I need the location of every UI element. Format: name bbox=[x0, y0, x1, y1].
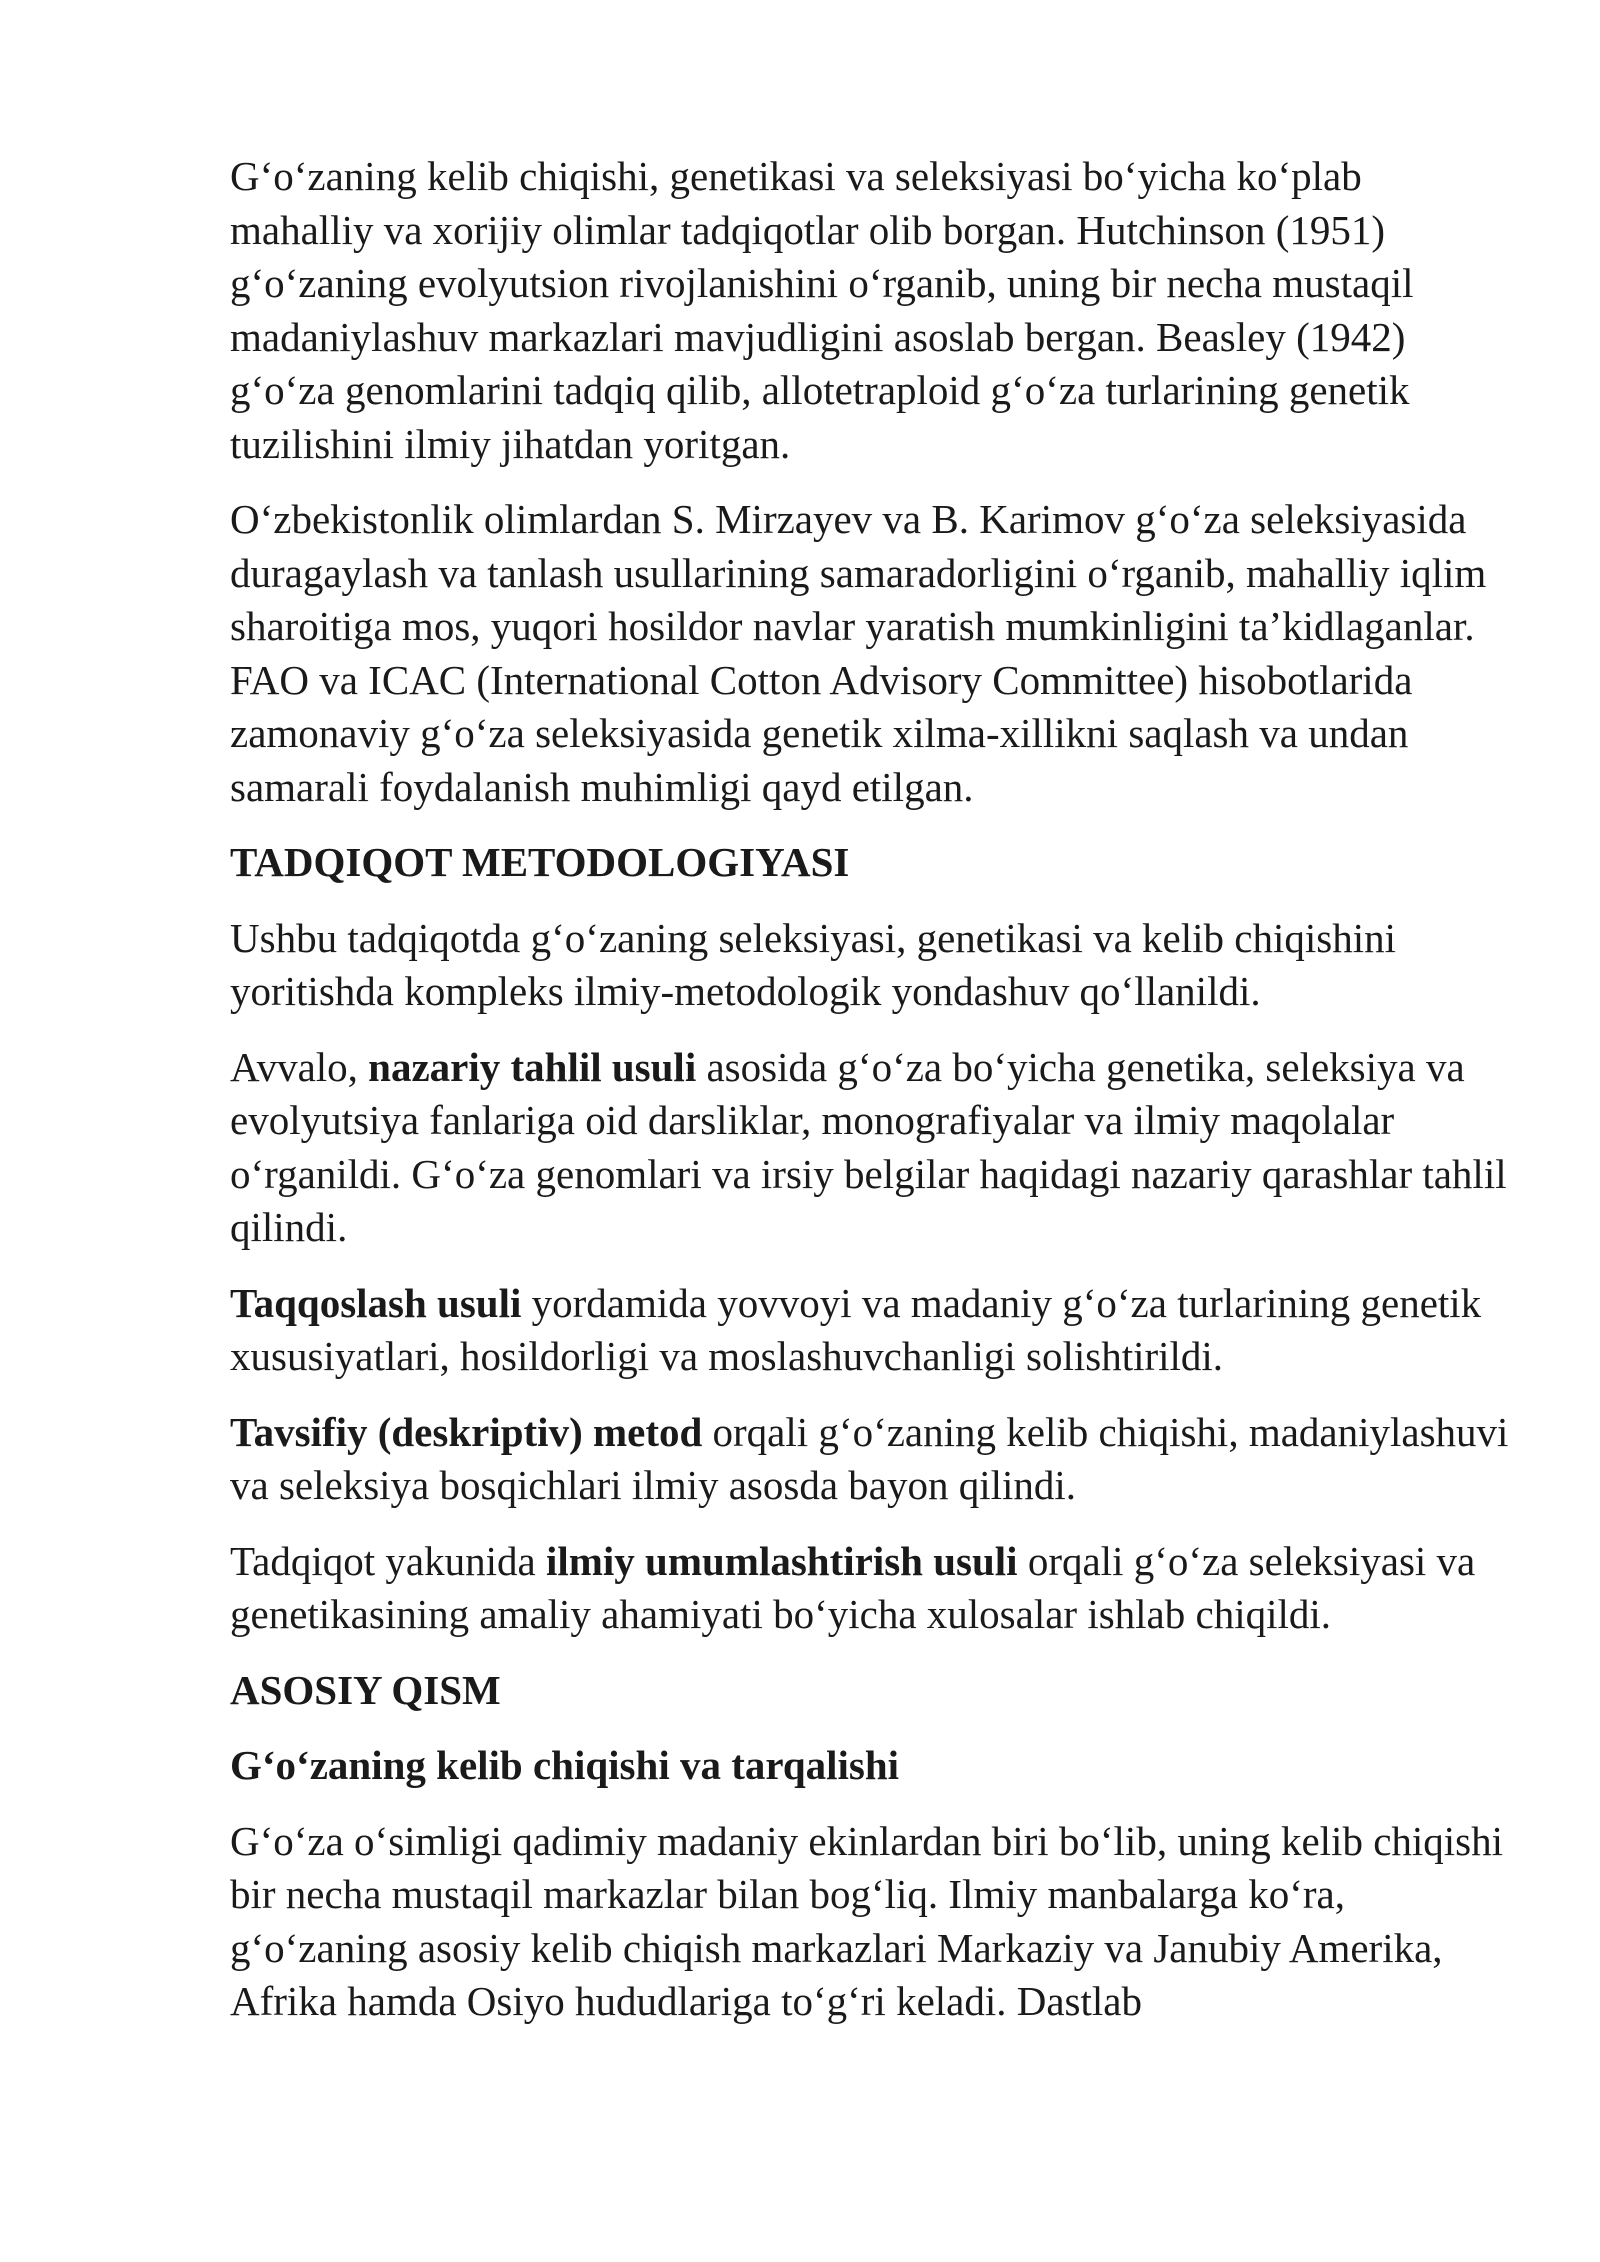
paragraph-origin: G‘o‘za o‘simligi qadimiy madaniy ekinlardan biri bo‘lib, uning kelib chiqishi bir necha mustaqil markazlar bilan bog‘liq. Ilmiy manbalarga ko‘ra, g‘o‘zaning asosiy kelib chiqish markazlari Markaziy va Janubiy Amerika, Afrika hamda Osiyo hududlariga to‘g‘ri keladi. Dastlab bbox=[230, 1817, 1504, 2024]
paragraph-methodology-intro: Ushbu tadqiqotda g‘o‘zaning seleksiyasi, genetikasi va kelib chiqishini yoritishda kompleks ilmiy-metodologik yondashuv qo‘llanildi. bbox=[230, 914, 1396, 1014]
paragraph-generalization-method bbox=[230, 1535, 1515, 1642]
bold-term: nazariy tahlil usuli bbox=[368, 1043, 697, 1090]
paragraph-comparison-method bbox=[230, 1277, 1515, 1384]
text-segment: orqali g‘o‘za seleksiyasi va genetikasining amaliy ahamiyati bo‘yicha xulosalar ishlab chiqildi. bbox=[230, 1537, 1476, 1637]
text-segment: Avvalo, bbox=[230, 1043, 369, 1090]
bold-term: Taqqoslash usuli bbox=[230, 1279, 522, 1326]
paragraph-descriptive-method bbox=[230, 1406, 1515, 1513]
subheading-origin: G‘o‘zaning kelib chiqishi va tarqalishi bbox=[230, 1742, 900, 1788]
bold-term: Tavsifiy (deskriptiv) metod bbox=[230, 1408, 703, 1455]
text-segment: orqali g‘o‘zaning kelib chiqishi, madaniylashuvi va seleksiya bosqichlari ilmiy asosda bayon qilindi. bbox=[230, 1408, 1509, 1508]
text-segment: asosida g‘o‘za bo‘yicha genetika, seleksiya va evolyutsiya fanlariga oid darsliklar, monografiyalar va ilmiy maqolalar o‘rganildi. G‘o‘za genomlari va irsiy belgilar haqidagi nazariy qarashlar tahlil qilindi. bbox=[230, 1043, 1507, 1250]
heading-main-part: ASOSIY QISM bbox=[230, 1666, 501, 1713]
paragraph-literature-review-2: O‘zbekistonlik olimlardan S. Mirzayev va B. Karimov g‘o‘za seleksiyasida duragaylash va tanlash usullarining samaradorligini o‘rganib, mahalliy iqlim sharoitiga mos, yuqori hosildor navlar yaratish mumkinligini ta’kidlaganlar. FAO va ICAC (International Cotton Advisory Committee) hisobotlarida zamonaviy g‘o‘za seleksiyasida genetik xilma-xillikni saqlash va undan samarali foydalanish muhimligi qayd etilgan. bbox=[230, 496, 1487, 810]
text-segment: Tadqiqot yakunida bbox=[230, 1537, 546, 1584]
text-segment: yordamida yovvoyi va madaniy g‘o‘za turlarining genetik xususiyatlari, hosildorligi va moslashuvchanligi solishtirildi. bbox=[230, 1279, 1482, 1379]
document-page bbox=[230, 150, 1515, 2051]
bold-term: ilmiy umumlashtirish usuli bbox=[545, 1537, 1018, 1584]
paragraph-theoretical-method bbox=[230, 1041, 1515, 1255]
paragraph-literature-review-1: G‘o‘zaning kelib chiqishi, genetikasi va seleksiyasi bo‘yicha ko‘plab mahalliy va xorijiy olimlar tadqiqotlar olib borgan. Hutchinson (1951) g‘o‘zaning evolyutsion rivojlanishini o‘rganib, uning bir necha mustaqil madaniylashuv markazlari mavjudligini asoslab bergan. Beasley (1942) g‘o‘za genomlarini tadqiq qilib, allotetraploid g‘o‘za turlarining genetik tuzilishini ilmiy jihatdan yoritgan. bbox=[230, 153, 1414, 467]
heading-methodology: TADQIQOT METODOLOGIYASI bbox=[230, 839, 850, 885]
